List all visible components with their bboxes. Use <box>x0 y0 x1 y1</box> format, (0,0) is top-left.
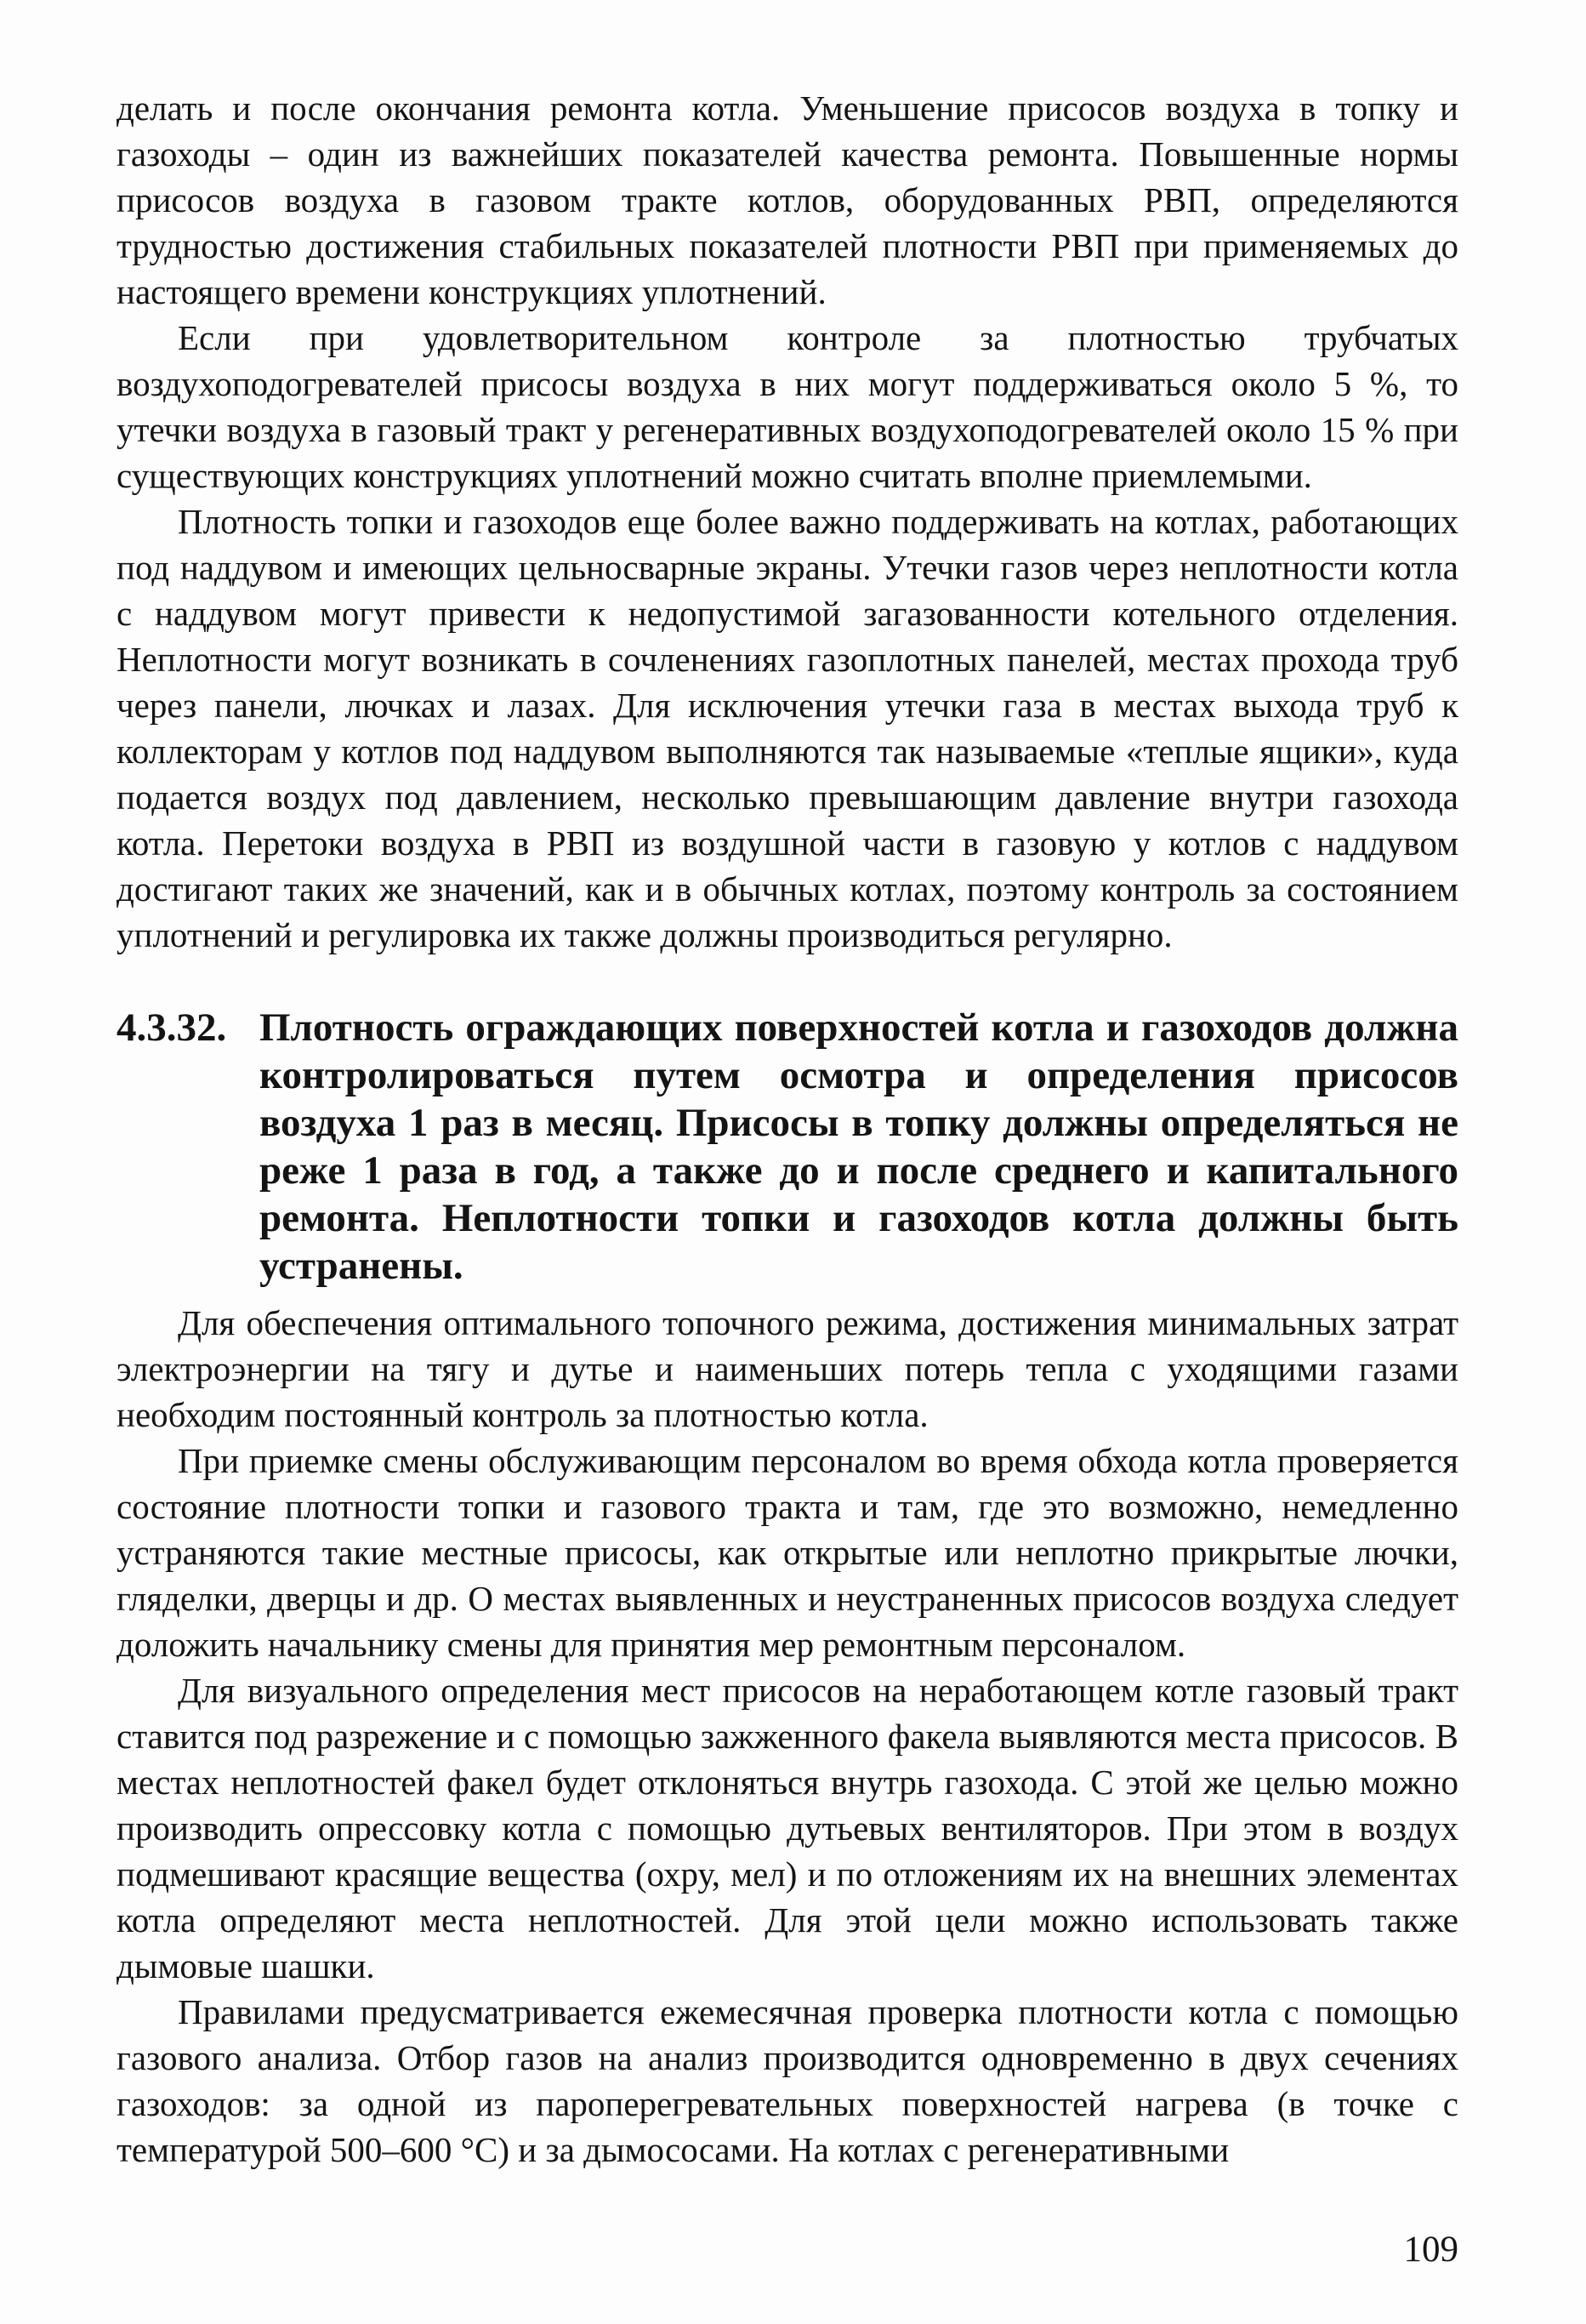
paragraph-visual-detection: Для визуального определения мест присосов на неработающем котле газовый тракт ставится под разрежение и с помощью зажженного факела выявляются места присосов. В местах неплотностей факел будет отклоняться внутрь газохода. С этой же целью можно производить опрессовку котла с помощью дутьевых вентиляторов. При этом в воздух подмешивают красящие вещества (охру, мел) и по отложениям их на внешних элементах котла определяют места неплотностей. Для этой цели можно использовать также дымовые шашки. <box>117 1671 1458 1985</box>
top-text-block <box>117 85 1458 958</box>
paragraph-shift-inspection: При приемке смены обслуживающим персоналом во время обхода котла проверяется состояние плотности топки и газового тракта и там, где это возможно, немедленно устраняются такие местные присосы, как открытые или неплотно прикрытые лючки, гляделки, дверцы и др. О местах выявленных и неустраненных присосов воздуха следует доложить начальнику смены для принятия мер ремонтным персоналом. <box>117 1441 1458 1664</box>
paragraph-continued: делать и после окончания ремонта котла. Уменьшение присосов воздуха в топку и газоходы – один из важнейших показателей качества ремонта. Повышенные нормы присосов воздуха в газовом тракте котлов, оборудованных РВП, определяются трудностью достижения стабильных показателей плотности РВП при применяемых до настоящего времени конструкциях уплотнений. <box>117 88 1458 311</box>
rule-clause <box>117 1004 1458 1290</box>
paragraph-air-heater-leaks: Если при удовлетворительном контроле за плотностью трубчатых воздухоподогревателей присосы воздуха в них могут поддерживаться около 5 %, то утечки воздуха в газовый тракт у регенеративных воздухоподогревателей около 15 % при существующих конструкциях уплотнений можно считать вполне приемлемыми. <box>117 318 1458 495</box>
rule-text: Плотность ограждающих поверхностей котла и газоходов должна контролироваться путем осмотра и определения присосов воздуха 1 раз в месяц. Присосы в топку должны определяться не реже 1 раза в год, а также до и после среднего и капитального ремонта. Неплотности топки и газоходов котла должны быть устранены. <box>259 1005 1458 1288</box>
page-number: 109 <box>1403 2230 1458 2270</box>
paragraph-optimal-mode: Для обеспечения оптимального топочного режима, достижения минимальных затрат электроэнергии на тягу и дутье и наименьших потерь тепла с уходящими газами необходим постоянный контроль за плотностью котла. <box>117 1303 1458 1434</box>
paragraph-gas-analysis: Правилами предусматривается ежемесячная проверка плотности котла с помощью газового анализа. Отбор газов на анализ производится одновременно в двух сечениях газоходов: за одной из пароперегревательных поверхностей нагрева (в точке с температурой 500–600 °С) и за дымососами. На котлах с регенеративными <box>117 1992 1458 2169</box>
rule-number: 4.3.32. <box>117 1005 227 1050</box>
paragraph-pressurized-boilers: Плотность топки и газоходов еще более важно поддерживать на котлах, работающих под наддувом и имеющих цельносварные экраны. Утечки газов через неплотности котла с наддувом могут привести к недопустимой загазованности котельного отделения. Неплотности могут возникать в сочленениях газоплотных панелей, местах прохода труб через панели, лючках и лазах. Для исключения утечки газа в местах выхода труб к коллекторам у котлов под наддувом выполняются так называемые «теплые ящики», куда подается воздух под давлением, несколько превышающим давление внутри газохода котла. Перетоки воздуха в РВП из воздушной части в газовую у котлов с наддувом достигают таких же значений, как и в обычных котлах, поэтому контроль за состоянием уплотнений и регулировка их также должны производиться регулярно. <box>117 502 1458 954</box>
bottom-text-block <box>117 1300 1458 2173</box>
